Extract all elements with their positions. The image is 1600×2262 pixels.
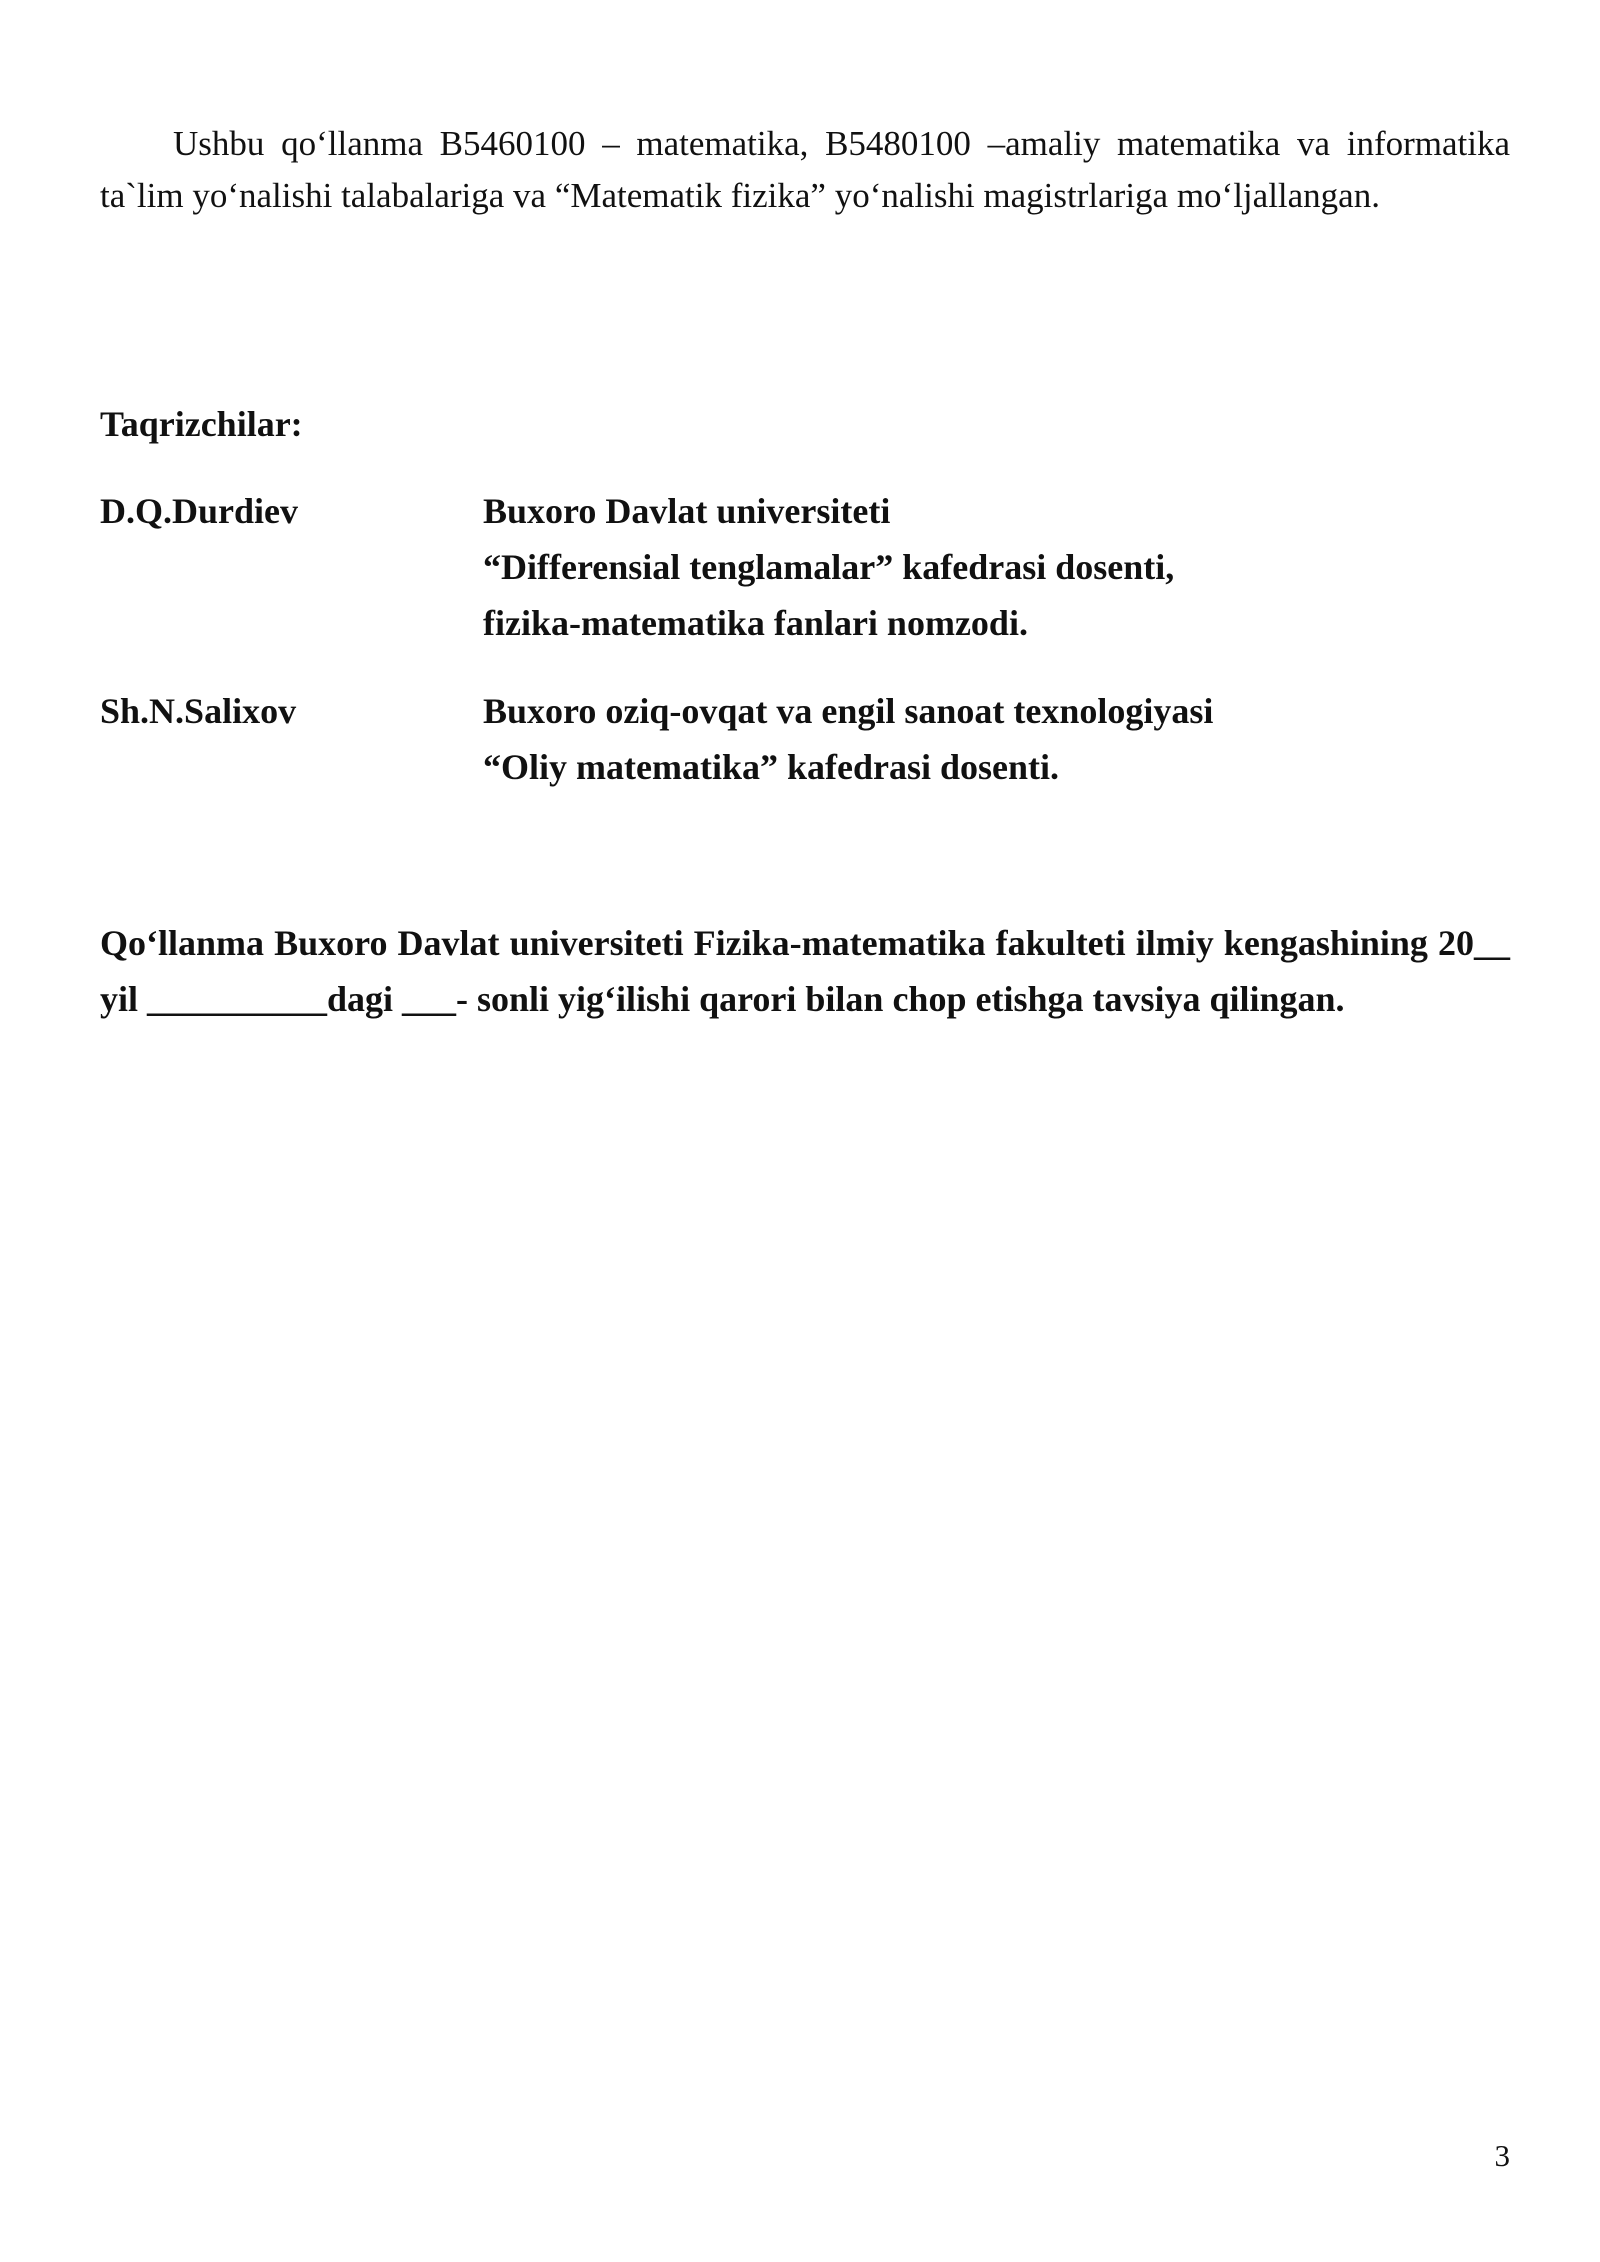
- page-number: 3: [1494, 2138, 1510, 2173]
- recommendation-paragraph: Qo‘llanma Buxoro Davlat universiteti Fizika-matematika fakulteti ilmiy kengashining 20__ yil __________dagi ___- sonli yig‘ilishi qarori bilan chop etishga tavsiya qilingan.: [100, 923, 1510, 1019]
- reviewer-affiliation: [483, 483, 1510, 651]
- affiliation-line: “Oliy matematika” kafedrasi dosenti.: [483, 747, 1059, 787]
- affiliation-line: Buxoro oziq-ovqat va engil sanoat texnologiyasi: [483, 691, 1214, 731]
- document-page: [100, 0, 1510, 2262]
- reviewers-heading: Taqrizchilar:: [100, 404, 303, 444]
- reviewer-name: D.Q.Durdiev: [100, 491, 298, 531]
- affiliation-line: “Differensial tenglamalar” kafedrasi dosenti,: [483, 547, 1175, 587]
- affiliation-line: Buxoro Davlat universiteti: [483, 491, 891, 531]
- reviewer-affiliation: [483, 683, 1510, 795]
- intro-paragraph: Ushbu qo‘llanma B5460100 – matematika, B5480100 –amaliy matematika va informatika ta`lim yo‘nalishi talabalariga va “Matematik fizika” yo‘nalishi magistrlariga mo‘ljallangan.: [100, 124, 1510, 215]
- reviewer-name: Sh.N.Salixov: [100, 691, 297, 731]
- affiliation-line: fizika-matematika fanlari nomzodi.: [483, 603, 1028, 643]
